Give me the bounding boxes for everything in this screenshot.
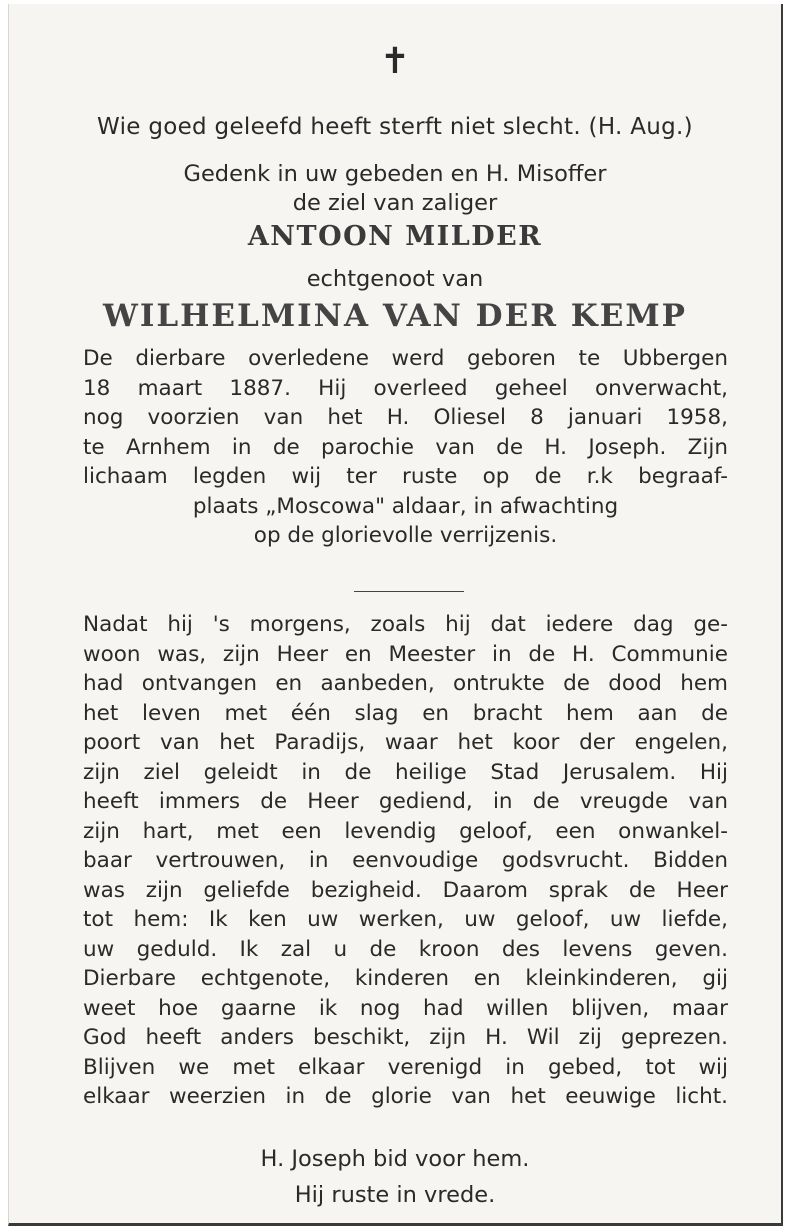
deceased-name: ANTOON MILDER xyxy=(247,221,543,252)
eulogy-line: weet hoe gaarne ik nog had willen blijven, maar xyxy=(83,995,728,1021)
eulogy-line: Blijven we met elkaar verenigd in gebed, tot wij xyxy=(83,1054,728,1080)
closing-blessing: Hij ruste in vrede. xyxy=(294,1182,496,1208)
eulogy-line: was zijn geliefde bezigheid. Daarom sprak de Heer xyxy=(83,877,728,903)
biography-line: nog voorzien van het H. Oliesel 8 januari 1958, xyxy=(83,405,728,430)
biography-line: lichaam legden wij ter ruste op de r.k begraaf- xyxy=(83,464,728,489)
remembrance-line-2: de ziel van zaliger xyxy=(292,190,498,216)
eulogy-line: Nadat hij 's morgens, zoals hij dat iedere dag ge- xyxy=(83,612,728,637)
eulogy-line: het leven met één slag en bracht hem aan de xyxy=(83,700,728,726)
section-divider xyxy=(354,591,464,592)
biography-paragraph xyxy=(83,344,728,551)
motto-quote: Wie goed geleefd heeft sterft niet slecht. (H. Aug.) xyxy=(97,114,693,140)
spouse-intro: echtgenoot van xyxy=(306,266,484,292)
memorial-card xyxy=(8,4,783,1226)
eulogy-line: uw geduld. Ik zal u de kroon des levens geven. xyxy=(83,936,728,962)
eulogy-paragraph xyxy=(83,610,728,1112)
eulogy-line: woon was, zijn Heer en Meester in de H. Communie xyxy=(83,641,728,667)
remembrance-line-1: Gedenk in uw gebeden en H. Misoffer xyxy=(183,161,607,187)
eulogy-line: baar vertrouwen, in eenvoudige godsvrucht. Bidden xyxy=(83,848,728,873)
spouse-name: WILHELMINA VAN DER KEMP xyxy=(103,298,687,334)
eulogy-line: heeft immers de Heer gediend, in de vreugde van xyxy=(83,789,728,814)
biography-line: op de glorievolle verrijzenis. xyxy=(253,523,558,548)
biography-line: te Arnhem in de parochie van de H. Joseph. Zijn xyxy=(83,434,728,460)
eulogy-line: had ontvangen en aanbeden, ontrukte de dood hem xyxy=(83,671,728,696)
cross-icon: ✝ xyxy=(379,41,411,82)
eulogy-line: elkaar weerzien in de glorie van het eeuwige licht. xyxy=(83,1084,728,1109)
biography-line: De dierbare overledene werd geboren te Ubbergen xyxy=(83,346,728,371)
biography-line: 18 maart 1887. Hij overleed geheel onverwacht, xyxy=(83,375,728,401)
eulogy-line: Dierbare echtgenote, kinderen en kleinkinderen, gij xyxy=(83,966,728,991)
eulogy-line: zijn ziel geleidt in de heilige Stad Jerusalem. Hij xyxy=(83,759,728,785)
biography-line: plaats „Moscowa" aldaar, in afwachting xyxy=(192,493,619,519)
eulogy-line: poort van het Paradijs, waar het koor der engelen, xyxy=(83,730,728,755)
eulogy-line: tot hem: Ik ken uw werken, uw geloof, uw liefde, xyxy=(83,907,728,932)
eulogy-line: God heeft anders beschikt, zijn H. Wil zij geprezen. xyxy=(83,1025,728,1050)
closing-prayer: H. Joseph bid voor hem. xyxy=(260,1146,530,1172)
eulogy-line: zijn hart, met een levendig geloof, een onwankel- xyxy=(83,818,728,844)
